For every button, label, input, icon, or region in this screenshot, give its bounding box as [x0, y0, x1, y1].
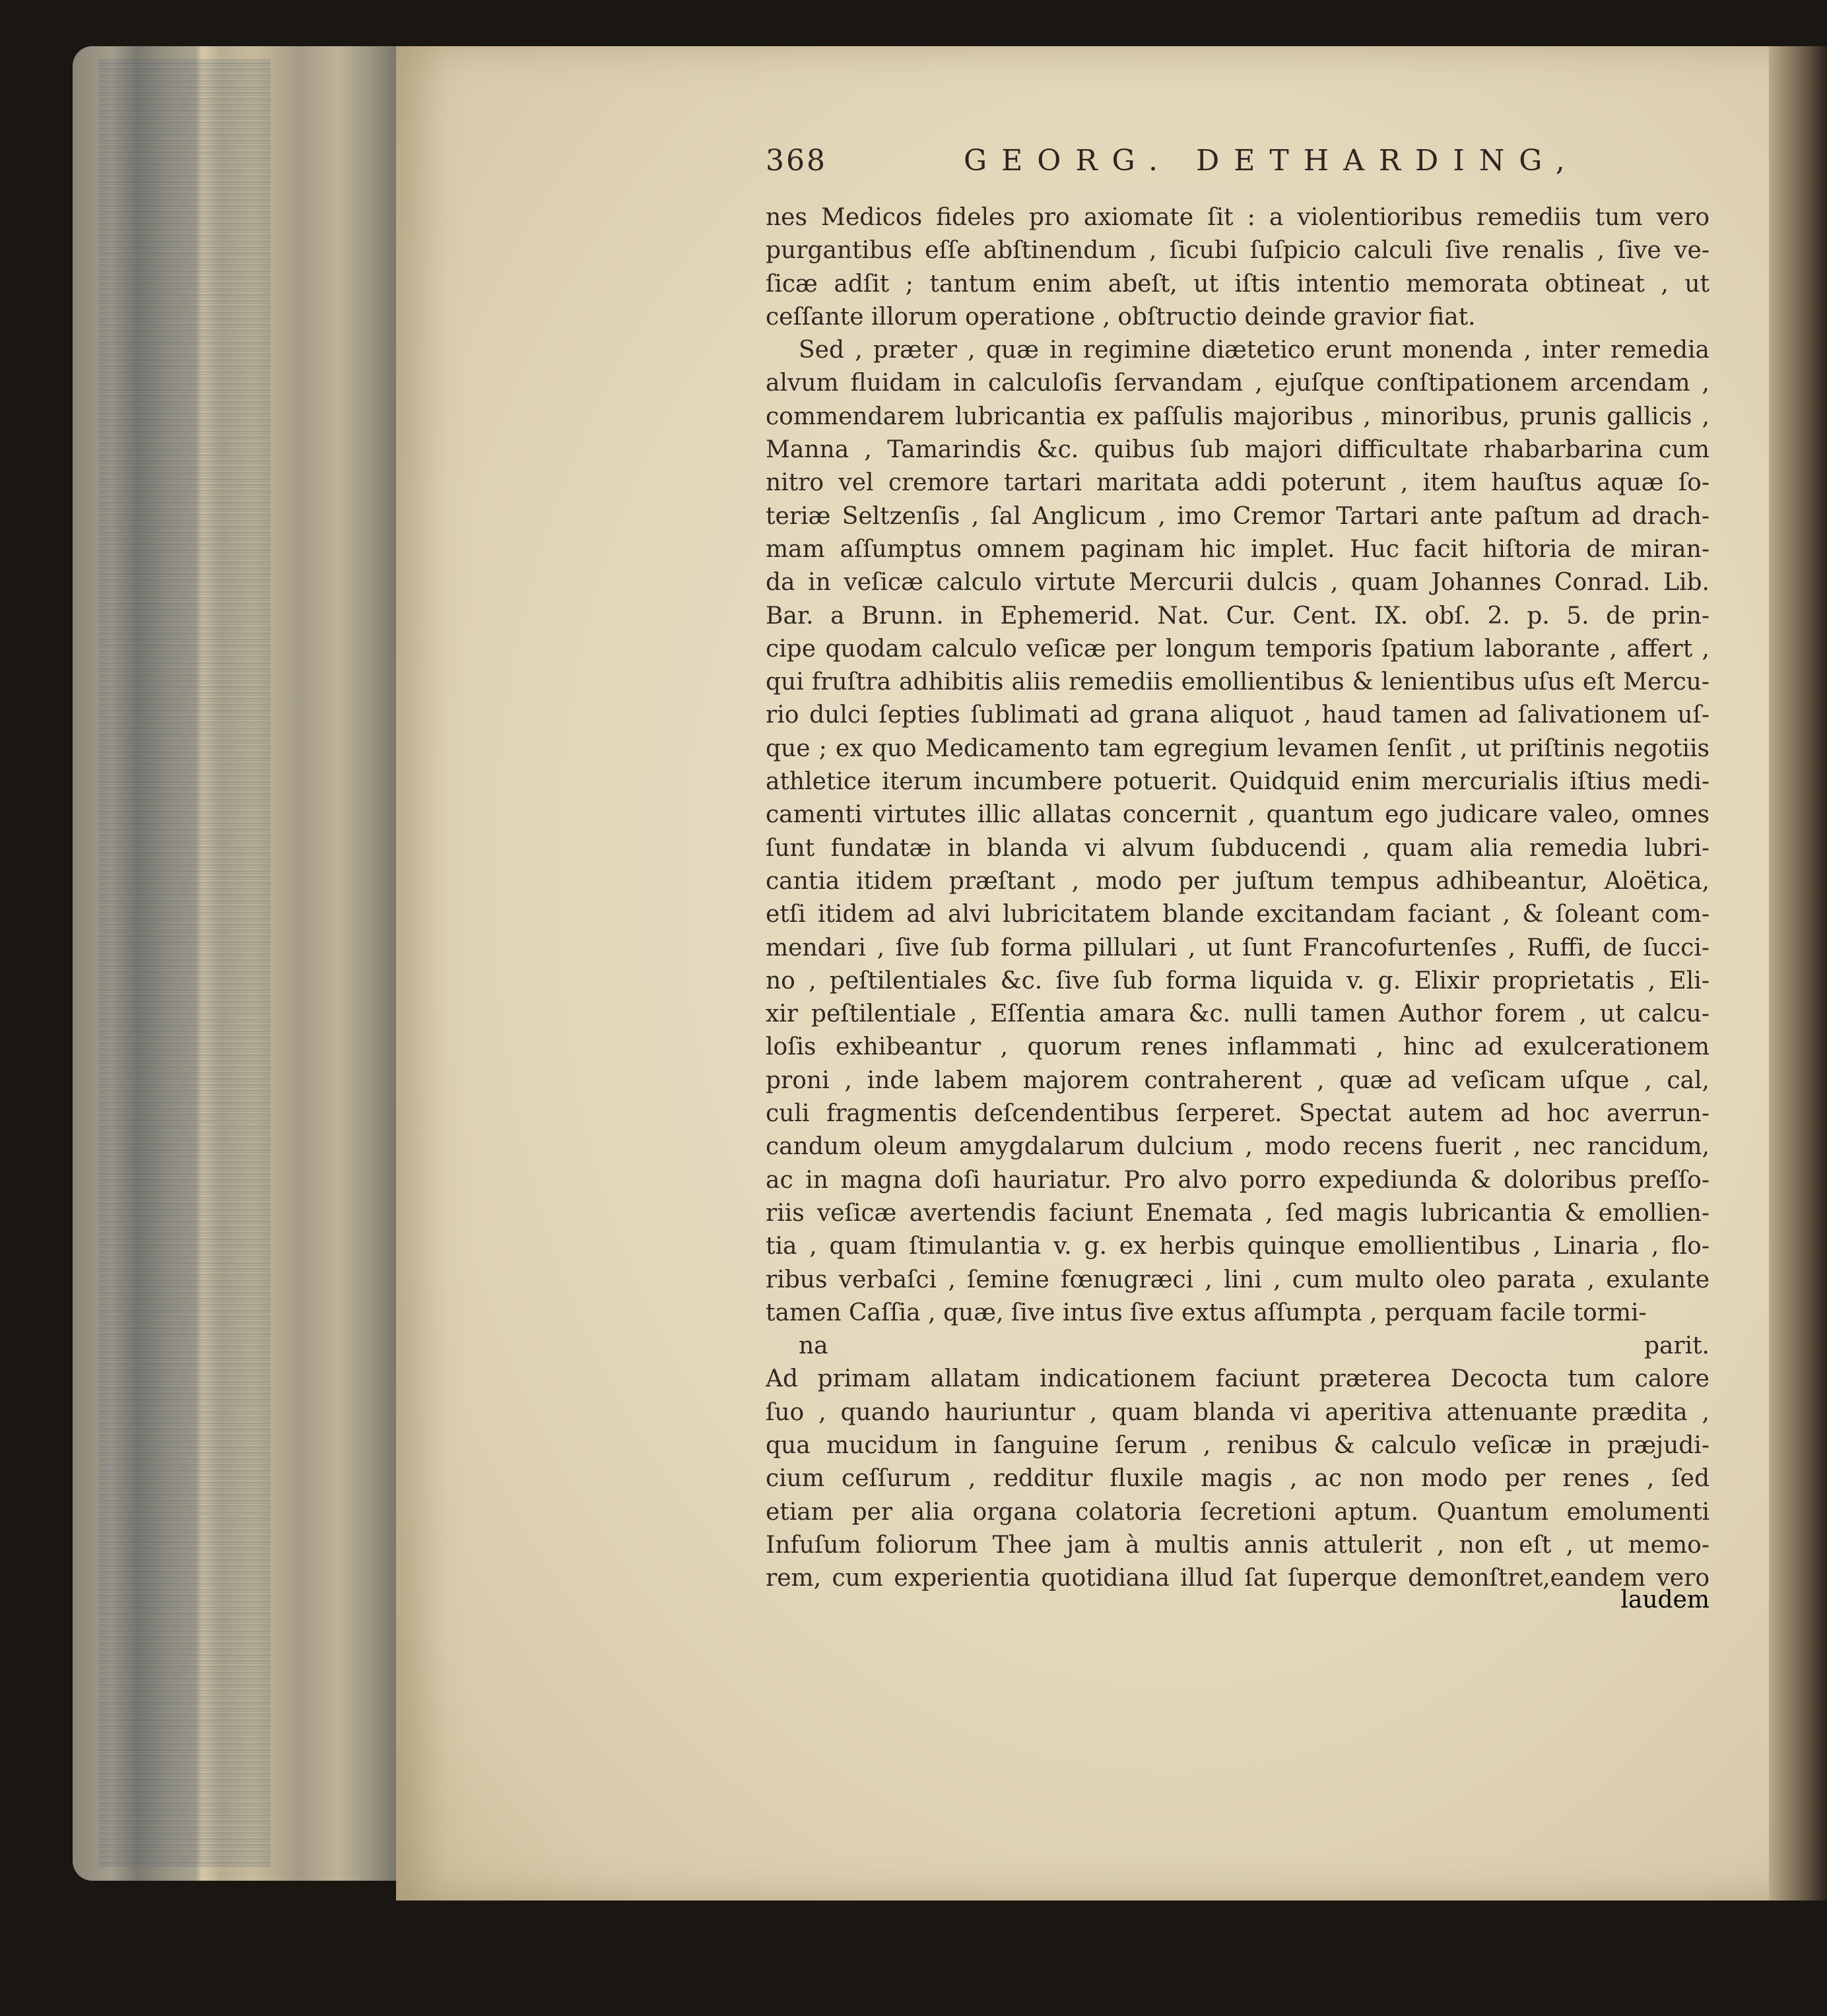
text-line: loſis exhibeantur , quorum renes inflammati , hinc ad exulcerationem	[766, 1033, 1710, 1061]
text-line: Ad primam allatam indicationem faciunt præterea Decocta tum calore	[766, 1365, 1710, 1393]
text-line: ribus verbaſci , ſemine fœnugræci , lini , cum multo oleo parata , exulante	[766, 1266, 1710, 1293]
text-line: ceſſante illorum operatione , obſtructio deinde gravior fiat.	[766, 303, 1476, 331]
text-line: ſuo , quando hauriuntur , quam blanda vi aperitiva attenuante prædita ,	[766, 1398, 1710, 1426]
text-line: Sed , præter , quæ in regimine diætetico erunt monenda , inter remedia	[799, 337, 1710, 364]
text-line: rem, cum experientia quotidiana illud ſat ſuperque demonſtret,eandem vero	[766, 1565, 1710, 1592]
text-line: que ; ex quo Medicamento tam egregium levamen ſenſit , ut priſtinis negotiis	[766, 734, 1710, 762]
text-line: alvum fluidam in calculoſis ſervandam , ejuſque conſtipationem arcendam ,	[766, 370, 1710, 397]
running-head: GEORG. DETHARDING,	[964, 144, 1579, 178]
text-line: ac in magna doſi hauriatur. Pro alvo porro expediunda & doloribus preſſo-	[766, 1166, 1710, 1194]
book-gutter	[1769, 46, 1827, 1901]
text-line: mam aſſumptus omnem paginam hic implet. Huc facit hiſtoria de miran-	[766, 535, 1710, 563]
text-line: nes Medicos fideles pro axiomate ſit : a violentioribus remediis tum vero	[766, 204, 1710, 231]
text-line: cipe quodam calculo veſicæ per longum temporis ſpatium laborante , affert ,	[766, 635, 1710, 663]
text-line: proni , inde labem majorem contraherent , quæ ad veſicam uſque , cal,	[766, 1066, 1710, 1094]
text-line: etiam per alia organa colatoria ſecretioni aptum. Quantum emolumenti	[766, 1498, 1710, 1526]
text-line: tamen Caſſia , quæ, ſive intus ſive extus aſſumpta , perquam facile tormi-	[766, 1299, 1647, 1326]
text-line: camenti virtutes illic allatas concernit , quantum ego judicare valeo, omnes	[766, 801, 1710, 829]
text-line: cium ceſſurum , redditur fluxile magis , ac non modo per renes , ſed	[766, 1465, 1710, 1493]
text-line: ſicæ adſit ; tantum enim abeſt, ut iſtis intentio memorata obtineat , ut	[766, 270, 1710, 298]
text-line: ſunt fundatæ in blanda vi alvum ſubducendi , quam alia remedia lubri-	[766, 834, 1710, 862]
text-line: Manna , Tamarindis &c. quibus ſub majori difficultate rhabarbarina cum	[766, 436, 1710, 464]
text-line: candum oleum amygdalarum dulcium , modo recens fuerit , nec rancidum,	[766, 1133, 1710, 1161]
catchword: laudem	[1620, 1586, 1710, 1613]
text-line: commendarem lubricantia ex paſſulis majoribus , minoribus, prunis gallicis ,	[766, 403, 1710, 430]
page-number: 368	[766, 144, 827, 178]
text-line: qua mucidum in ſanguine ſerum , renibus & calculo veſicæ in præjudi-	[766, 1431, 1710, 1459]
text-line: tia , quam ſtimulantia v. g. ex herbis quinque emollientibus , Linaria , flo-	[766, 1233, 1710, 1260]
page-header	[766, 144, 1703, 183]
text-line: Infuſum foliorum Thee jam à multis annis attulerit , non eſt , ut memo-	[766, 1531, 1710, 1559]
text-line: purgantibus eſſe abſtinendum , ſicubi ſuſpicio calculi ſive renalis , ſive ve-	[766, 237, 1710, 265]
text-line: riis veſicæ avertendis faciunt Enemata , ſed magis lubricantia & emollien-	[766, 1199, 1710, 1227]
text-line: da in veſicæ calculo virtute Mercurii dulcis , quam Johannes Conrad. Lib.	[766, 569, 1710, 597]
text-line: na parit.	[799, 1332, 1710, 1360]
text-line: etſi itidem ad alvi lubricitatem blande excitandam faciant , & ſoleant com-	[766, 901, 1710, 928]
text-line: qui fruſtra adhibitis aliis remediis emollientibus & lenientibus uſus eſt Mercu-	[766, 668, 1710, 696]
page-edges-texture	[99, 59, 271, 1868]
body-text	[766, 201, 1710, 1595]
text-line: Bar. a Brunn. in Ephemerid. Nat. Cur. Cent. IX. obſ. 2. p. 5. de prin-	[766, 602, 1710, 630]
text-line: teriæ Seltzenſis , ſal Anglicum , imo Cremor Tartari ante paſtum ad drach-	[766, 502, 1710, 530]
text-line: rio dulci ſepties ſublimati ad grana aliquot , haud tamen ad ſalivationem uſ-	[766, 701, 1710, 729]
text-line: culi fragmentis deſcendentibus ſerperet. Spectat autem ad hoc averrun-	[766, 1100, 1710, 1128]
text-line: mendari , ſive ſub forma pillulari , ut ſunt Francofurtenſes , Ruffi, de ſucci-	[766, 934, 1710, 961]
text-line: no , peſtilentiales &c. ſive ſub forma liquida v. g. Elixir proprietatis , Eli-	[766, 967, 1710, 994]
text-line: athletice iterum incumbere potuerit. Quidquid enim mercurialis iſtius medi-	[766, 768, 1710, 796]
text-line: cantia itidem præſtant , modo per juſtum tempus adhibeantur, Aloëtica,	[766, 867, 1710, 895]
text-line: xir peſtilentiale , Eſſentia amara &c. nulli tamen Author forem , ut calcu-	[766, 1000, 1710, 1028]
text-line: nitro vel cremore tartari maritata addi poterunt , item hauſtus aquæ ſo-	[766, 469, 1710, 497]
